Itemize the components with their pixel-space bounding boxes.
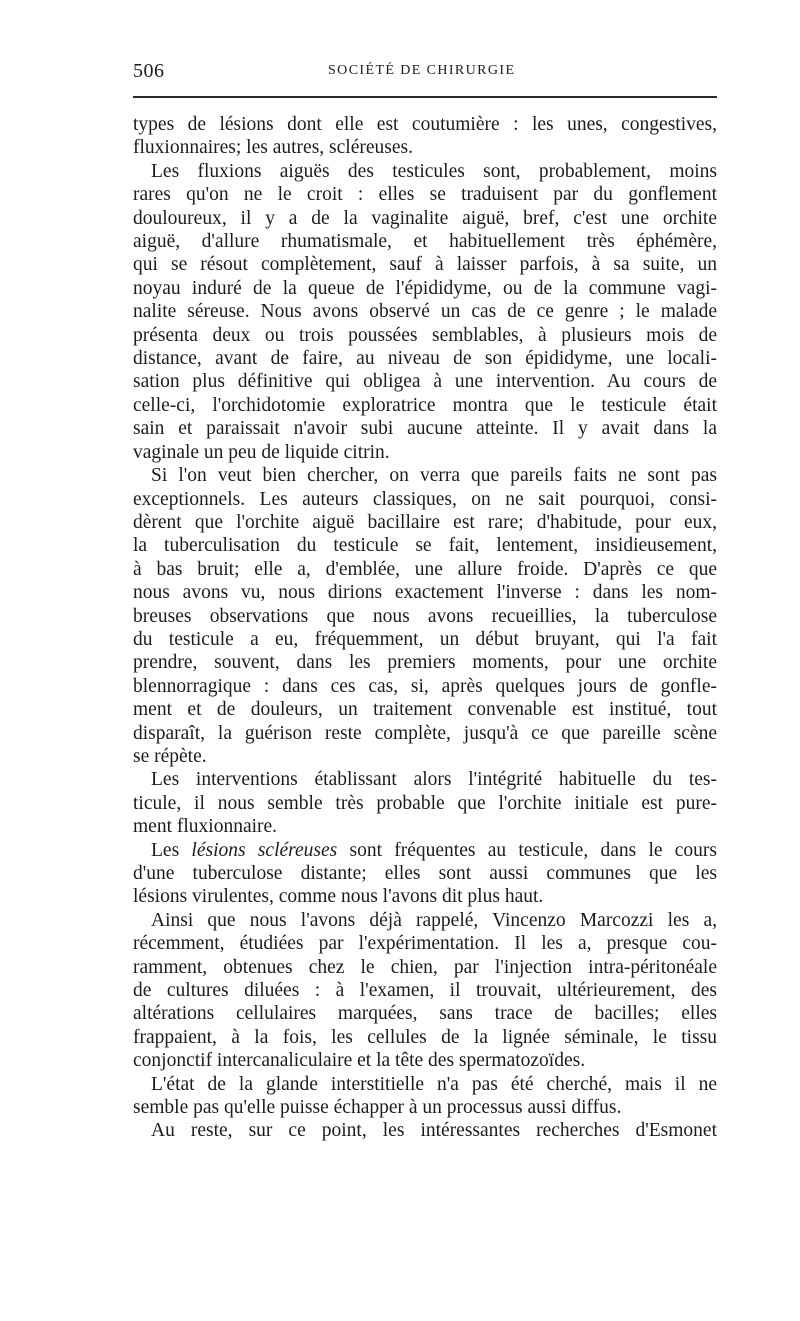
text-body — [133, 113, 717, 1143]
text-line: qui se résout complètement, sauf à laisser parfois, à sa suite, un — [133, 254, 717, 276]
text-run: sont fréquentes au testicule, dans le cours — [337, 839, 717, 861]
text-line: ment et de douleurs, un traitement convenable est institué, tout — [133, 699, 717, 721]
header-rule — [133, 96, 717, 98]
paragraph-7 — [133, 1073, 717, 1120]
text-line: à bas bruit; elle a, d'emblée, une allure froide. D'après ce que — [133, 558, 717, 580]
paragraph-3 — [133, 464, 717, 768]
text-line: se répète. — [133, 745, 207, 767]
text-line: nalite séreuse. Nous avons observé un cas de ce genre ; le malade — [133, 301, 717, 323]
text-line: du testicule a eu, fréquemment, un début bruyant, qui l'a fait — [133, 628, 717, 650]
text-line: présenta deux ou trois poussées semblables, à plusieurs mois de — [133, 324, 717, 346]
paragraph-1 — [133, 113, 717, 160]
text-line: Au reste, sur ce point, les intéressantes recherches d'Esmonet — [151, 1120, 717, 1142]
paragraph-4 — [133, 768, 717, 838]
text-run: Les — [151, 839, 192, 861]
text-line: altérations cellulaires marquées, sans trace de bacilles; elles — [133, 1003, 717, 1025]
text-line: celle-ci, l'orchidotomie exploratrice montra que le testicule était — [133, 394, 717, 416]
text-line: aiguë, d'allure rhumatismale, et habituellement très éphémère, — [133, 231, 717, 253]
text-line: disparaît, la guérison reste complète, jusqu'à ce que pareille scène — [133, 722, 717, 744]
text-line: L'état de la glande interstitielle n'a pas été cherché, mais il ne — [151, 1073, 717, 1095]
text-line: ticule, il nous semble très probable que l'orchite initiale est pure- — [133, 792, 717, 814]
running-header — [133, 58, 717, 88]
paragraph-5 — [133, 839, 717, 909]
text-line: lésions virulentes, comme nous l'avons dit plus haut. — [133, 886, 544, 908]
text-line: frappaient, à la fois, les cellules de la lignée séminale, le tissu — [133, 1026, 717, 1048]
text-line: prendre, souvent, dans les premiers moments, pour une orchite — [133, 652, 717, 674]
text-line: la tuberculisation du testicule se fait, lentement, insidieusement, — [133, 535, 717, 557]
text-line: semble pas qu'elle puisse échapper à un processus aussi diffus. — [133, 1097, 622, 1119]
text-line: types de lésions dont elle est coutumière : les unes, congestives, — [133, 114, 717, 135]
text-line: douloureux, il y a de la vaginalite aiguë, bref, c'est une orchite — [133, 207, 717, 229]
text-line: vaginale un peu de liquide citrin. — [133, 441, 390, 463]
running-title: SOCIÉTÉ DE CHIRURGIE — [328, 63, 516, 78]
text-line: Les fluxions aiguës des testicules sont, probablement, moins — [151, 160, 717, 182]
text-line: d'une tuberculose distante; elles sont aussi communes que les — [133, 863, 717, 884]
text-line: rares qu'on ne le croit : elles se traduisent par du gonflement — [133, 184, 717, 206]
text-line: exceptionnels. Les auteurs classiques, on ne sait pourquoi, consi- — [133, 488, 717, 510]
text-line: de cultures diluées : à l'examen, il trouvait, ultérieurement, des — [133, 980, 717, 1002]
text-line: Ainsi que nous l'avons déjà rappelé, Vincenzo Marcozzi les a, — [151, 909, 717, 931]
page-number: 506 — [133, 60, 165, 82]
text-line: Si l'on veut bien chercher, on verra que pareils faits ne sont pas — [151, 465, 717, 487]
text-line: ment fluxionnaire. — [133, 816, 278, 838]
text-line: fluxionnaires; les autres, scléreuses. — [133, 137, 413, 159]
text-line: noyau induré de la queue de l'épididyme, ou de la commune vagi- — [133, 277, 717, 299]
text-line: récemment, étudiées par l'expérimentation. Il les a, presque cou- — [133, 933, 717, 955]
italic-phrase: lésions scléreuses — [191, 839, 338, 861]
paragraph-6 — [133, 909, 717, 1073]
text-line: conjonctif intercanaliculaire et la tête des spermatozoïdes. — [133, 1050, 586, 1072]
text-line — [133, 839, 717, 862]
text-line: nous avons vu, nous dirions exactement l'inverse : dans les nom- — [133, 582, 717, 604]
text-line: distance, avant de faire, au niveau de son épididyme, une locali- — [133, 348, 717, 370]
text-line: blennorragique : dans ces cas, si, après quelques jours de gonfle- — [133, 675, 717, 697]
text-line: breuses observations que nous avons recueillies, la tuberculose — [133, 605, 717, 627]
text-line: sain et paraissait n'avoir subi aucune atteinte. Il y avait dans la — [133, 418, 717, 440]
paragraph-2 — [133, 160, 717, 464]
text-line: dèrent que l'orchite aiguë bacillaire est rare; d'habitude, pour eux, — [133, 511, 717, 533]
text-line: sation plus définitive qui obligea à une intervention. Au cours de — [133, 371, 717, 393]
text-line: ramment, obtenues chez le chien, par l'injection intra-péritonéale — [133, 956, 717, 978]
text-line: Les interventions établissant alors l'intégrité habituelle du tes- — [151, 769, 717, 791]
paragraph-8 — [133, 1119, 717, 1142]
